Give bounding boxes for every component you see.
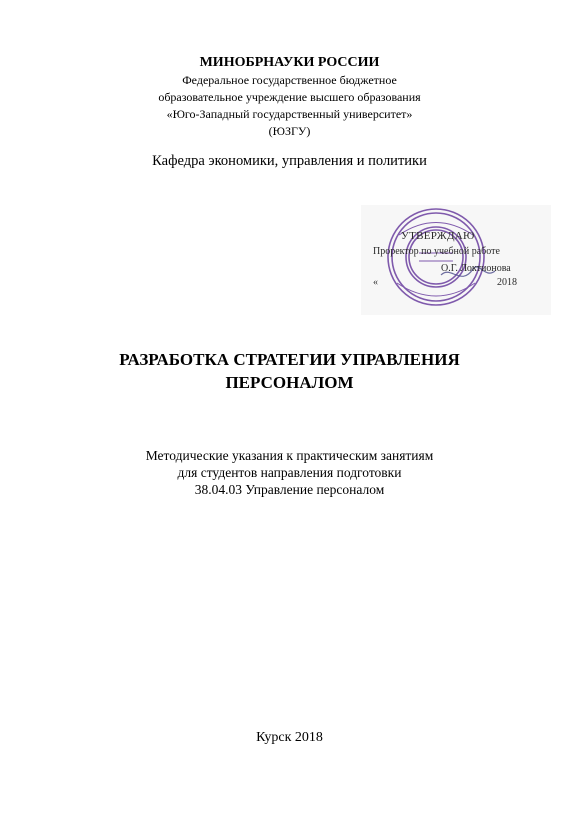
approval-name: О.Г. Локтионова	[441, 263, 511, 274]
org-line-3: «Юго-Западный государственный университет»	[166, 107, 413, 121]
ministry-heading: МИНОБРНАУКИ РОССИИ	[199, 55, 380, 70]
footer-city-year: Курск 2018	[256, 730, 323, 745]
round-seal-icon	[361, 205, 551, 315]
subtitle-line-1: Методические указания к практическим занятиям	[145, 448, 434, 463]
approval-date-prefix: «	[373, 277, 378, 288]
title-line-2: ПЕРСОНАЛОМ	[225, 373, 354, 392]
approval-position: Проректор по учебной работе	[373, 246, 500, 257]
org-line-1: Федеральное государственное бюджетное	[182, 73, 397, 87]
approval-year: 2018	[497, 277, 517, 288]
org-line-2: образовательное учреждение высшего образования	[158, 90, 421, 104]
department-name: Кафедра экономики, управления и политики	[152, 153, 427, 169]
org-line-4: (ЮЗГУ)	[268, 124, 311, 138]
title-line-1: РАЗРАБОТКА СТРАТЕГИИ УПРАВЛЕНИЯ	[119, 350, 460, 369]
approval-title: УТВЕРЖДАЮ	[401, 230, 475, 242]
approval-stamp-block	[361, 205, 551, 315]
subtitle-line-3: 38.04.03 Управление персоналом	[194, 482, 385, 497]
subtitle-line-2: для студентов направления подготовки	[177, 465, 402, 480]
